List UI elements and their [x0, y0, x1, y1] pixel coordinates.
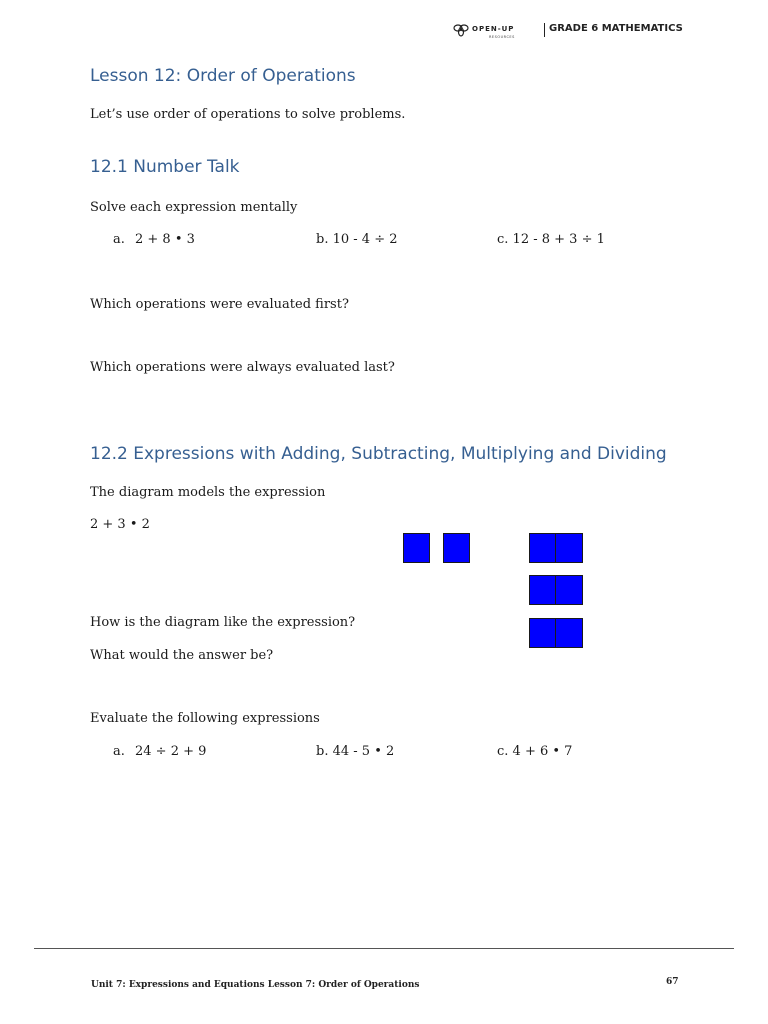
problem-expression-c: c. 12 - 8 + 3 ÷ 1: [497, 232, 605, 247]
evaluate-label-a: a.: [113, 744, 125, 759]
diagram-expression: 2 + 3 • 2: [90, 517, 150, 532]
evaluate-expression-b: b. 44 - 5 • 2: [316, 744, 395, 759]
evaluate-instruction: Evaluate the following expressions: [90, 711, 320, 726]
section-heading-expressions: 12.2 Expressions with Adding, Subtracting, Multiplying and Dividing: [90, 444, 667, 464]
bee-logo-icon: [453, 23, 469, 37]
logo-subtext: RESOURCES: [489, 35, 515, 39]
diagram-square: [529, 575, 556, 605]
header-divider: [544, 23, 545, 37]
footer-text: Unit 7: Expressions and Equations Lesson 7: Order of Operations: [91, 980, 420, 990]
diagram-square: [555, 533, 583, 563]
course-label: GRADE 6 MATHEMATICS: [549, 23, 683, 34]
problem-label-a: a.: [113, 232, 125, 247]
publisher-logo: [453, 22, 539, 42]
footer-rule: [34, 948, 734, 949]
question-diagram-like-expression: How is the diagram like the expression?: [90, 615, 356, 630]
question-answer: What would the answer be?: [90, 648, 274, 663]
lesson-intro: Let’s use order of operations to solve problems.: [90, 107, 406, 122]
page-number: 67: [666, 977, 679, 987]
section1-instruction: Solve each expression mentally: [90, 200, 298, 215]
diagram-square: [443, 533, 470, 563]
area-diagram: [400, 530, 590, 652]
section-heading-number-talk: 12.1 Number Talk: [90, 157, 240, 177]
evaluate-expression-a: 24 ÷ 2 + 9: [135, 744, 207, 759]
diagram-square: [555, 618, 583, 648]
logo-text: OPEN-UP: [472, 25, 515, 33]
problem-expression-a: 2 + 8 • 3: [135, 232, 195, 247]
evaluate-expression-c: c. 4 + 6 • 7: [497, 744, 573, 759]
question-evaluated-first: Which operations were evaluated first?: [90, 297, 349, 312]
diagram-square: [403, 533, 430, 563]
problem-expression-b: b. 10 - 4 ÷ 2: [316, 232, 398, 247]
lesson-title: Lesson 12: Order of Operations: [90, 66, 356, 86]
diagram-square: [529, 533, 556, 563]
diagram-intro: The diagram models the expression: [90, 485, 326, 500]
diagram-square: [529, 618, 556, 648]
diagram-square: [555, 575, 583, 605]
question-evaluated-last: Which operations were always evaluated last?: [90, 360, 395, 375]
